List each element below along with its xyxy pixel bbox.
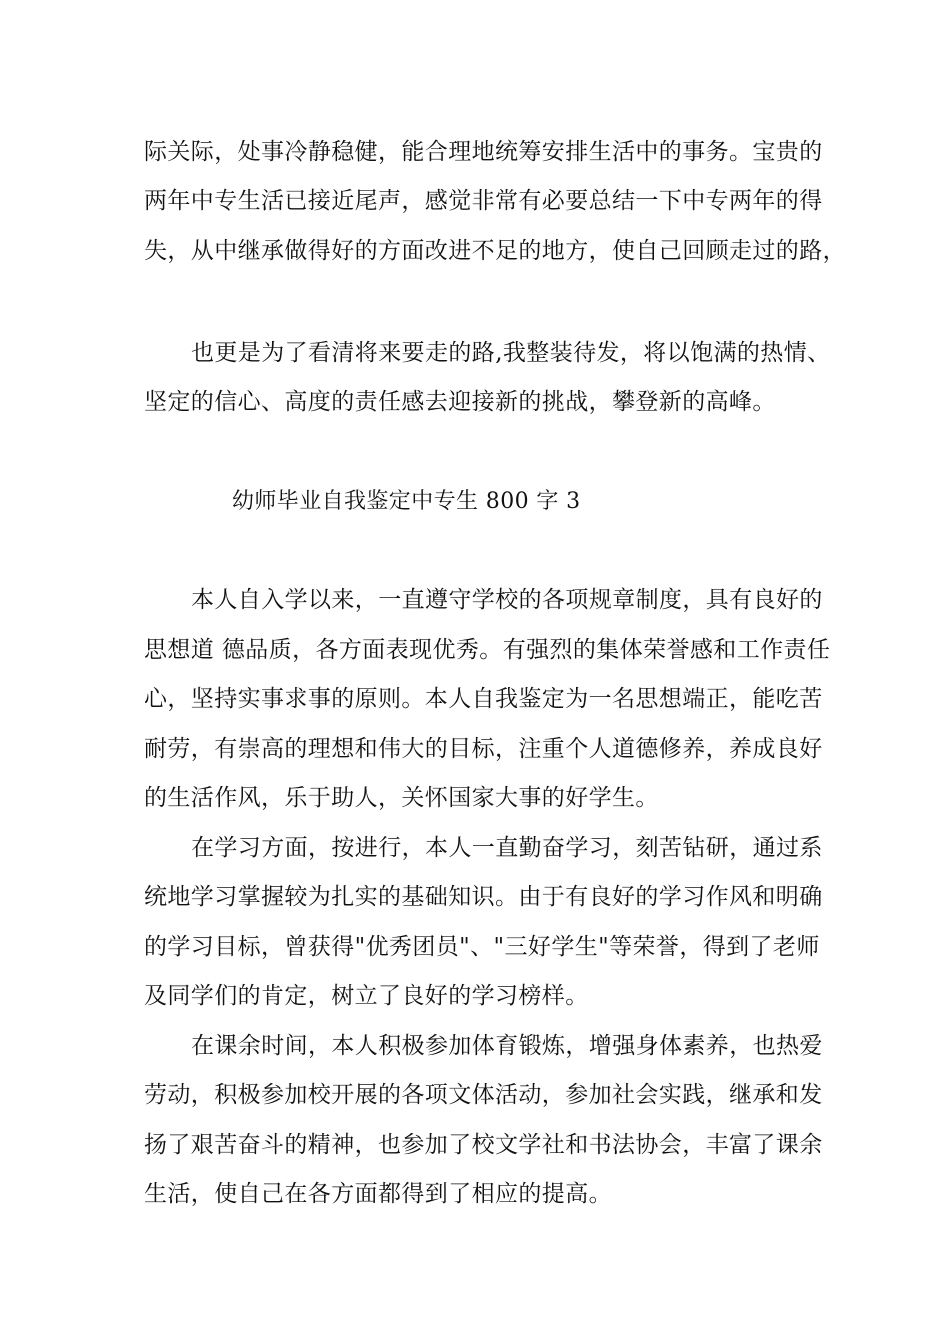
text-line: 坚定的信心、高度的责任感去迎接新的挑战，攀登新的高峰。 [144,389,776,415]
text-line: 统地学习掌握较为扎实的基础知识。由于有良好的学习作风和明确 [144,884,823,910]
section-title: 幼师毕业自我鉴定中专生 800 字 3 [232,489,581,514]
text-line: 本人自入学以来，一直遵守学校的各项规章制度，具有良好的 [191,587,823,613]
text-line: 际关际，处事冷静稳健，能合理地统筹安排生活中的事务。宝贵的 [144,139,823,165]
text-line: 两年中专生活已接近尾声，感觉非常有必要总结一下中专两年的得 [144,188,823,214]
text-line: 心，坚持实事求事的原则。本人自我鉴定为一名思想端正，能吃苦 [144,686,823,712]
text-line: 在学习方面，按进行，本人一直勤奋学习，刻苦钻研，通过系 [191,835,823,861]
text-line: 生活，使自己在各方面都得到了相应的提高。 [144,1181,612,1207]
text-line: 耐劳，有崇高的理想和伟大的目标，注重个人道德修养，养成良好 [144,736,823,762]
text-line: 的生活作风，乐于助人，关怀国家大事的好学生。 [144,785,659,811]
text-line: 及同学们的肯定，树立了良好的学习榜样。 [144,983,589,1009]
text-line: 扬了艰苦奋斗的精神，也参加了校文学社和书法协会，丰富了课余 [144,1132,823,1158]
text-line: 在课余时间，本人积极参加体育锻炼，增强身体素养，也热爱 [191,1033,823,1059]
text-line: 的学习目标，曾获得"优秀团员"、"三好学生"等荣誉，得到了老师 [144,934,820,960]
text-line: 也更是为了看清将来要走的路,我整装待发，将以饱满的热情、 [191,340,831,366]
text-line: 失，从中继承做得好的方面改进不足的地方，使自己回顾走过的路， [144,238,846,264]
text-line: 思想道 德品质，各方面表现优秀。有强烈的集体荣誉感和工作责任 [144,637,831,663]
text-line: 劳动，积极参加校开展的各项文体活动，参加社会实践，继承和发 [144,1082,823,1108]
